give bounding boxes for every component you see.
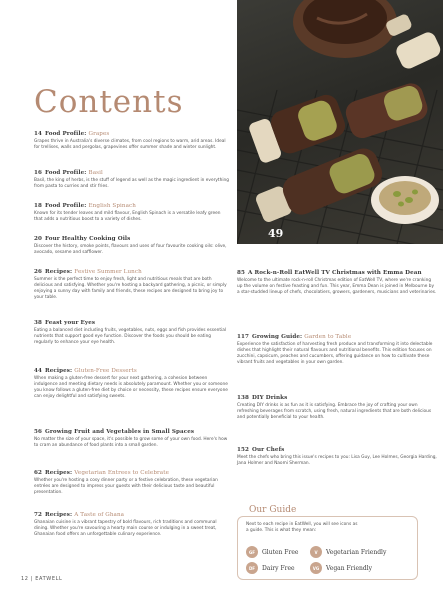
guide-intro: Next to each recipe in EatWell, you will see icons as a guide. This is what they mean: xyxy=(246,522,358,533)
dairy-free-icon: DF xyxy=(246,562,258,574)
contents-entry[interactable] xyxy=(34,170,230,190)
entry-label: Our Chefs xyxy=(251,447,285,453)
contents-entry[interactable] xyxy=(34,320,230,346)
entry-page: 56 xyxy=(34,429,42,435)
entry-description: Grapes thrive in Australia's diverse climates, from cool regions to warm, arid areas. Ideal for trellises, walls and pergolas, grapevines offer summer shade and winter sunlight. xyxy=(34,139,226,150)
entry-label: Recipes: xyxy=(44,368,73,374)
guide-item-label: Vegetarian Friendly xyxy=(326,548,387,556)
entry-description: Summer is the perfect time to enjoy fresh, light and nutritious meals that are both delicious and satisfying. Whether you're hosting a backyard gathering, a picnic, or simply enjoying a sunny day with family and friends, these recipes are designed to bring joy to your table. xyxy=(34,277,227,300)
guide-item-label: Dairy Free xyxy=(262,564,295,572)
contents-entry[interactable] xyxy=(34,236,230,256)
entry-topic: Gluten-Free Desserts xyxy=(74,368,137,374)
guide-item-vegetarian xyxy=(310,546,386,558)
photo-page-number: 49 xyxy=(268,227,284,240)
entry-description: Meet the chefs who bring this issue's recipes to you: Lisa Guy, Lee Holmes, Georgia Harding, Jana Holmer and Naomi Sherman. xyxy=(237,455,437,466)
entry-label: Feast your Eyes xyxy=(44,320,96,326)
entry-description: Ghanaian cuisine is a vibrant tapestry of bold flavours, rich traditions and communal dining. Whether you're savouring a hearty main course or indulging in a sweet treat, Ghanaian food offers an unforgettable culinary experience. xyxy=(34,520,217,537)
entry-topic: Vegetarian Entrees to Celebrate xyxy=(74,470,169,476)
entry-description: When making a gluten-free dessert for your next gathering, a cohesion between indulgence and meeting dietary needs is absolutely paramount. Whether you or someone you know follows a gluten-free diet by choice or necessity, these recipes ensure everyone can enjoy delightful and satisfying sweets. xyxy=(34,376,228,399)
vegan-icon: VG xyxy=(310,562,322,574)
gluten-free-icon: GF xyxy=(246,546,258,558)
contents-entry[interactable] xyxy=(34,269,230,301)
entry-topic: Grapes xyxy=(88,131,110,137)
guide-item-gluten-free xyxy=(246,546,298,558)
contents-entry[interactable] xyxy=(34,131,230,151)
entry-description: No matter the size of your space, it's possible to grow some of your own food. Here's how to cram an abundance of food plants into a small garden. xyxy=(34,437,228,448)
entry-label: Growing Guide: xyxy=(251,334,303,340)
contents-entry[interactable] xyxy=(34,512,230,538)
entry-page: 18 xyxy=(34,203,42,209)
guide-item-label: Vegan Friendly xyxy=(326,564,373,572)
entry-description: Creating DIY drinks is as fun as it is satisfying. Embrace the joy of crafting your own refreshing beverages from scratch, using fresh, natural ingredients that are both delicious and potentially beneficial to your health. xyxy=(237,403,432,420)
entry-page: 152 xyxy=(237,447,249,453)
entry-label: Food Profile: xyxy=(44,131,87,137)
guide-item-vegan xyxy=(310,562,372,574)
entry-topic: Garden to Table xyxy=(304,334,352,340)
contents-entry[interactable] xyxy=(237,270,437,296)
contents-entry[interactable] xyxy=(34,368,230,400)
entry-description: Whether you're hosting a cosy dinner party or a festive celebration, these vegetarian entrées are designed to impress your guests with their delicious taste and beautiful presentation. xyxy=(34,478,218,495)
entry-description: Eating a balanced diet including fruits, vegetables, nuts, eggs and fish provides essential nutrients that support good eye function. Discover the foods you should be eating regularly to enhance your eye health. xyxy=(34,328,227,345)
entry-page: 26 xyxy=(34,269,42,275)
contents-entry[interactable] xyxy=(34,470,230,496)
entry-label: A Rock-n-Roll EatWell TV Christmas with Emma Dean xyxy=(247,270,422,276)
guide-item-label: Gluten Free xyxy=(262,548,299,556)
contents-entry[interactable] xyxy=(34,429,230,449)
entry-topic: Basil xyxy=(88,170,103,176)
entry-label: Food Profile: xyxy=(44,203,87,209)
entry-page: 14 xyxy=(34,131,42,137)
entry-description: Discover the history, smoke points, flavours and uses of four favourite cooking oils: olive, avocado, sesame and safflower. xyxy=(34,244,227,255)
contents-entry[interactable] xyxy=(237,447,437,467)
entry-page: 38 xyxy=(34,320,42,326)
guide-item-dairy-free xyxy=(246,562,295,574)
entry-label: Food Profile: xyxy=(44,170,87,176)
entry-description: Known for its tender leaves and mild flavour, English Spinach is a versatile leafy green that adds a nutritious boost to a variety of dishes. xyxy=(34,211,221,222)
photo-illustration xyxy=(237,0,443,244)
entry-page: 16 xyxy=(34,170,42,176)
contents-entry[interactable] xyxy=(237,334,437,366)
page-footer: 12 | EATWELL xyxy=(21,576,63,582)
entry-topic: A Taste of Ghana xyxy=(74,512,125,518)
entry-topic: Festive Summer Lunch xyxy=(74,269,142,275)
entry-page: 85 xyxy=(237,270,245,276)
entry-label: Recipes: xyxy=(44,269,73,275)
entry-description: Experience the satisfaction of harvesting fresh produce and transforming it into delectable dishes that highlight their natural flavours and nutritional benefits. This edition focuses on zucchini, capsicum, peaches and cucumbers, offering guidance on how to cultivate these vibrant fruits and vegetables in your own garden. xyxy=(237,342,433,365)
cover-photo xyxy=(237,0,443,244)
entry-label: Four Healthy Cooking Oils xyxy=(44,236,131,242)
entry-label: DIY Drinks xyxy=(251,395,288,401)
contents-entry[interactable] xyxy=(237,395,437,421)
entry-page: 62 xyxy=(34,470,42,476)
entry-label: Recipes: xyxy=(44,512,73,518)
entry-page: 44 xyxy=(34,368,42,374)
entry-page: 117 xyxy=(237,334,249,340)
page-title: Contents xyxy=(34,84,184,120)
entry-page: 138 xyxy=(237,395,249,401)
entry-label: Growing Fruit and Vegetables in Small Spaces xyxy=(44,429,195,435)
entry-description: Welcome to the ultimate rock-n-roll Christmas edition of EatWell TV, where we're cranking up the volume on festive feasting and fun. This year, Emma Dean is joined in Melbourne by a star-studded lineup of chefs, chocolatiers, growers, gardeners, musicians and veterinaries. xyxy=(237,278,437,295)
vegetarian-icon: V xyxy=(310,546,322,558)
entry-page: 20 xyxy=(34,236,42,242)
guide-title: Our Guide xyxy=(246,505,299,515)
entry-label: Recipes: xyxy=(44,470,73,476)
entry-topic: English Spinach xyxy=(88,203,136,209)
entry-page: 72 xyxy=(34,512,42,518)
entry-description: Basil, the king of herbs, is the stuff of legend as well as the magic ingredient in everything from pasta to curries and stir fries. xyxy=(34,178,229,189)
contents-entry[interactable] xyxy=(34,203,230,223)
